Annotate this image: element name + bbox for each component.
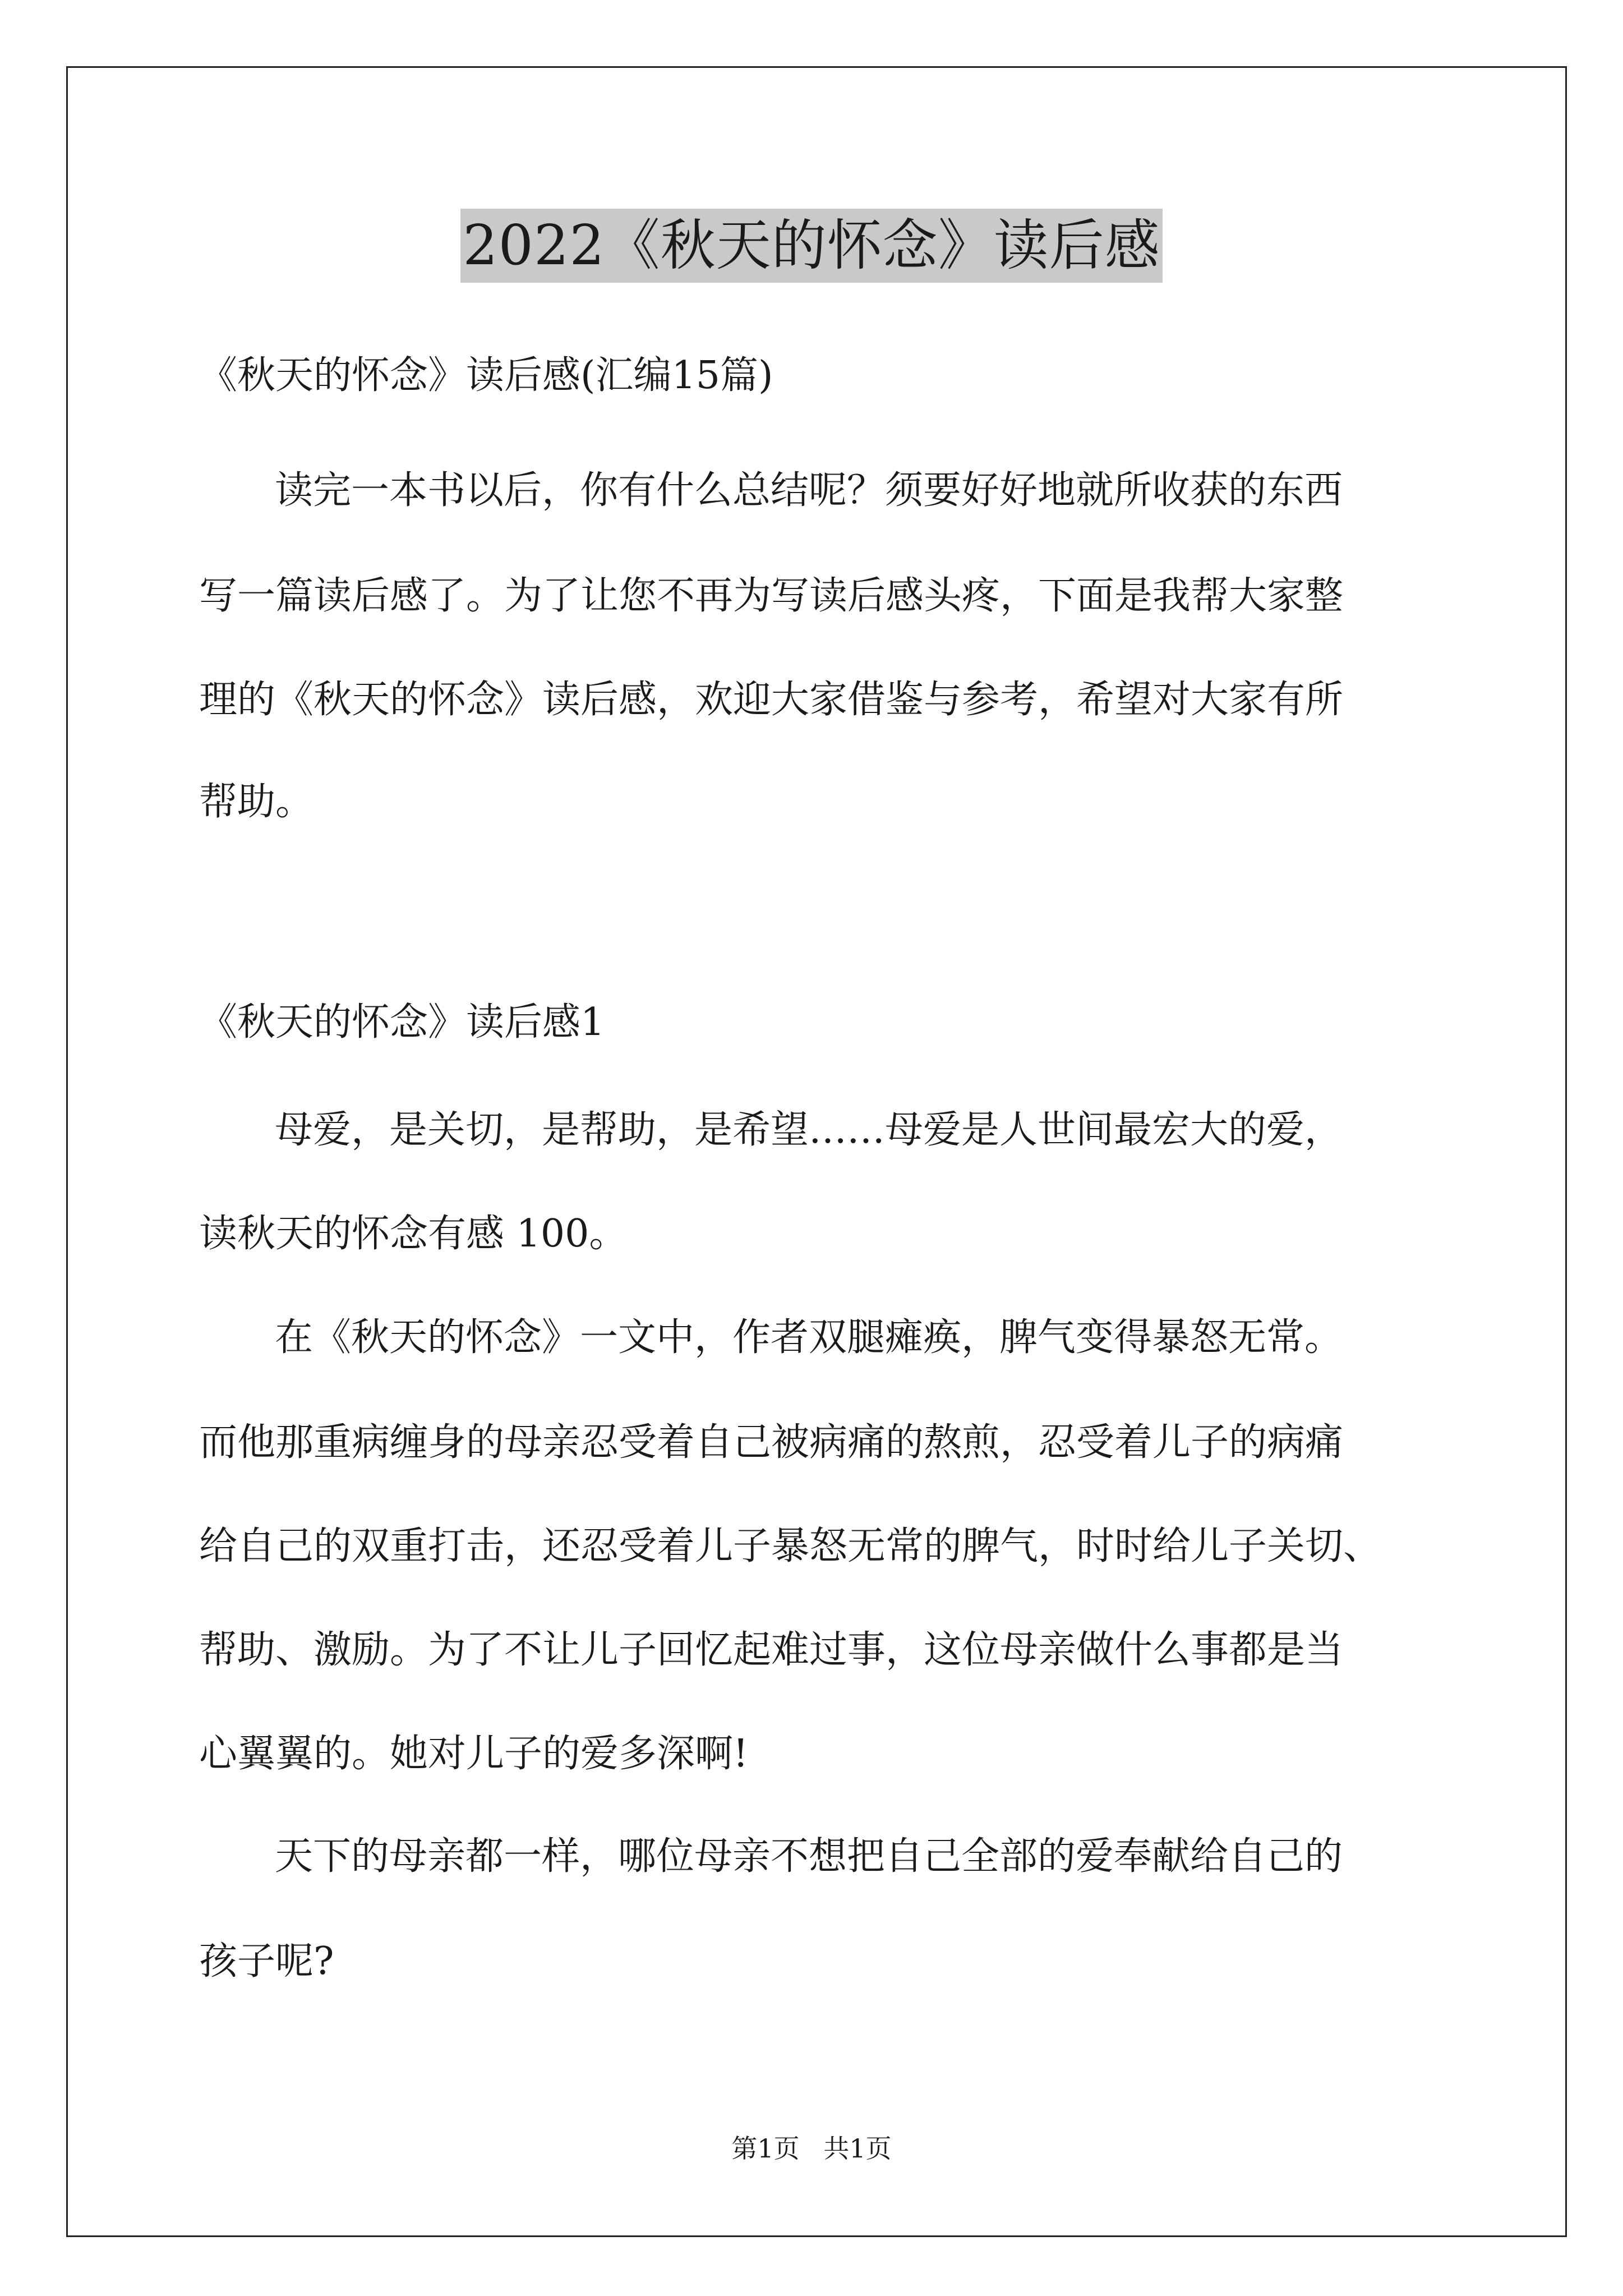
para2-line-1: 在《秋天的怀念》一文中，作者双腿瘫痪，脾气变得暴怒无常。 (275, 1315, 1343, 1360)
intro-line-3: 理的《秋天的怀念》读后感，欢迎大家借鉴与参考，希望对大家有所 (199, 678, 1344, 722)
page-number: 第1页 (731, 2133, 800, 2164)
para2-line-5: 心翼翼的。她对儿子的爱多深啊! (199, 1732, 749, 1776)
para2-line-4: 帮助、激励。为了不让儿子回忆起难过事，这位母亲做什么事都是当 (199, 1628, 1344, 1672)
para2-line-2: 而他那重病缠身的母亲忍受着自己被病痛的熬煎，忍受着儿子的病痛 (199, 1420, 1344, 1465)
para1-line-1: 母爱，是关切，是帮助，是希望……母爱是人世间最宏大的爱， (275, 1108, 1343, 1152)
section-heading: 《秋天的怀念》读后感1 (199, 1000, 605, 1045)
document-subtitle: 《秋天的怀念》读后感(汇编15篇) (199, 353, 773, 398)
para3-line-2: 孩子呢? (199, 1939, 334, 1984)
para2-line-3: 给自己的双重打击，还忍受着儿子暴怒无常的脾气，时时给儿子关切、 (199, 1524, 1382, 1568)
document-title: 2022《秋天的怀念》读后感 (460, 209, 1162, 283)
page-total: 共1页 (823, 2133, 892, 2164)
intro-line-2: 写一篇读后感了。为了让您不再为写读后感头疼，下面是我帮大家整 (199, 574, 1344, 618)
para1-line-2: 读秋天的怀念有感 100。 (199, 1212, 628, 1256)
intro-line-4: 帮助。 (199, 780, 314, 824)
para3-line-1: 天下的母亲都一样，哪位母亲不想把自己全部的爱奉献给自己的 (275, 1834, 1343, 1879)
title-container (0, 209, 1623, 283)
intro-line-1: 读完一本书以后，你有什么总结呢？须要好好地就所收获的东西 (275, 468, 1343, 513)
page-footer (0, 2132, 1623, 2165)
